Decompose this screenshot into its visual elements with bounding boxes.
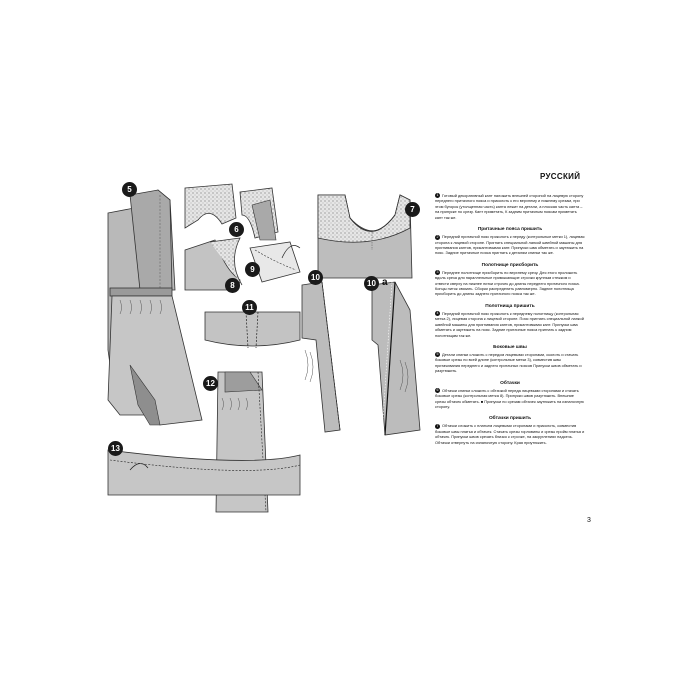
section-text: 5 Детали спинки сложить с передом лицевыми сторонами, сколоть и стачать боковые срезы по всей длине (контрольные метки 3), совместив швы притачивания переднего и заднего притачных поясов Припуски швов обметать и разутюжить. xyxy=(435,351,582,374)
step-number: 5 xyxy=(436,352,439,357)
section-heading: Притачные пояса пришить xyxy=(477,227,543,233)
section-text: 3 Переднее полотнище присборить по верхнему срезу. Для этого проложить вдоль среза для параллельные примыкающие строчки крупным стежком и отвести сверху на нижнее нитки строчек до длины переднего притачного пояса. Концы ниток связать. Сборки распределить равномерно. Задние полотнища присборить до длины заднего притачного пояса так же. xyxy=(435,269,580,297)
section-2 xyxy=(435,227,585,256)
figure-9-stitch xyxy=(250,242,300,282)
step-suffix-a: a xyxy=(382,277,388,288)
figure-13-hem xyxy=(108,450,300,495)
step-badge-9: 9 xyxy=(245,262,260,277)
step-badge-5: 5 xyxy=(122,182,137,197)
section-5 xyxy=(435,345,585,374)
section-text: 6 Обтачки спинки сложить с обтачкой переда лицевыми сторонами и стачать боковые срезы (контрольная метка 8). Припуски швов разутюжить. Внешние срезы обтачек обметать. ■ Припуски по срезам обтачек заутюжить на изнаночную сторону. xyxy=(435,387,584,409)
figure-10a-zipper xyxy=(372,282,420,435)
section-heading: Полотнище присборить xyxy=(481,262,539,268)
step-number: 6 xyxy=(436,388,439,393)
step-number: 2 xyxy=(436,234,439,239)
page-number: 3 xyxy=(587,517,591,524)
step-badge-13: 13 xyxy=(108,441,123,456)
section-text: 7 Обтачки сложить с платьем лицевыми сторонами и приколоть, совместив боковые швы платья и обтачек. Стачать срезы горловины и срезы пройм платья и обтачек. Припуски швов срезать близко к строчке, на закруглениях надсечь. Обтачки отвернуть на изнаночную сторону. Края приутюжить. xyxy=(435,423,585,445)
step-badge-11: 11 xyxy=(242,300,257,315)
section-7 xyxy=(435,416,585,445)
section-1 xyxy=(435,193,585,220)
step-badge-12: 12 xyxy=(203,376,218,391)
instructions-column xyxy=(435,186,585,445)
section-heading: Боковые швы xyxy=(493,344,527,350)
section-heading: Обтачки пришить xyxy=(488,416,532,422)
figure-10-side-seam xyxy=(302,282,340,432)
step-badge-10: 10 xyxy=(308,270,323,285)
step-badge-10a: 10 xyxy=(364,276,379,291)
section-text: 1 Готовый декоративный кант наложить внешней стороной на лицевую сторону переднего притачного пояса и приколоть к его верхнему и нижнему срезам, при этом бугорок (утолщенная часть) канта лежит на детали, а плоская часть канта – на припуске по срезу. Кант приметать, К задним притачным поясам приметать кант так же. xyxy=(435,193,584,220)
language-heading: РУССКИЙ xyxy=(540,172,581,181)
figure-7-yoke xyxy=(318,195,412,278)
step-number: 3 xyxy=(436,270,439,275)
figure-11-seam xyxy=(205,312,300,348)
section-4 xyxy=(435,304,585,338)
step-number: 7 xyxy=(436,423,439,428)
step-badge-8: 8 xyxy=(225,278,240,293)
section-text: 2 Передний притачной пояс приколоть к переду (контрольные метки 1), лицевая сторона к лицевой стороне. Пригнать специальной лапкой швейной машины для пригнивания кантов, прикантовывая кант. Припуски шва обметать и заутюжить на пояс. Задние притачные пояса пригнать к деталям спинки так же. xyxy=(435,234,585,256)
step-number: 4 xyxy=(436,311,439,316)
section-heading: Полотнища пришить xyxy=(485,303,535,309)
section-heading: Обтачки xyxy=(500,380,520,386)
section-3 xyxy=(435,263,585,297)
step-badge-7: 7 xyxy=(405,202,420,217)
section-6 xyxy=(435,381,585,410)
section-text: 4 Передний притачной пояс приколоть к переднему полотнищу (контрольная метка 2), лицевая сторона к лицевой стороне. Пояс пригнать специальной лапкой швейной машины для пригнивания кантов, прикантовывая кант. Припуски шва обметать и заутюжить на пояс. Задние притачные пояса пригнать к задним полотнищам так же. xyxy=(435,310,584,338)
step-number: 1 xyxy=(436,193,439,198)
step-badge-6: 6 xyxy=(229,222,244,237)
